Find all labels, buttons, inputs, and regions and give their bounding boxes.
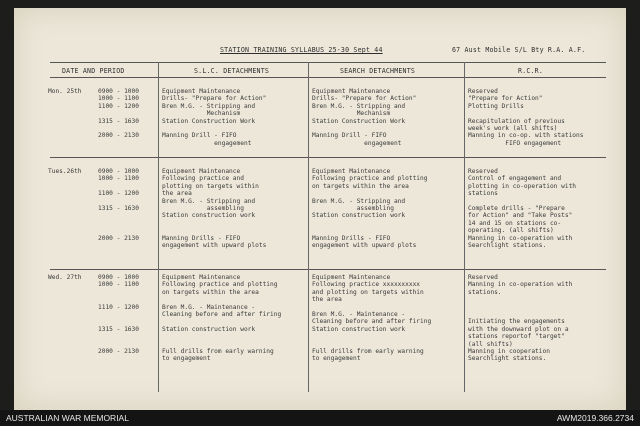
slc-activities: Equipment Maintenance Drills- "Prepare for Action" Bren M.G. - Stripping and Mechanism Station Construction Work Manning Drill - FIFO engagement — [162, 88, 267, 147]
search-activities: Equipment Maintenance Following practice xxxxxxxxxx and plotting on targets within the area Bren M.G. - Maintenance - Cleaning before and after firing Station construction work Full drills from early warning to engagement — [312, 274, 432, 363]
column-divider — [308, 62, 309, 392]
column-header: S.L.C. DETACHMENTS — [194, 67, 270, 75]
rcr-activities: Reserved Control of engagement and plotting in co-operation with stations Complete drills - "Prepare for Action" and "Take Posts" 14 and 15 on stations co- operating. (all shifts) Manning in co-operation with Searchlight stations. — [468, 168, 577, 250]
column-header: R.C.R. — [518, 67, 544, 75]
footer-source: AUSTRALIAN WAR MEMORIAL — [6, 413, 129, 423]
day-date: Wed. 27th — [48, 274, 82, 281]
page-title: STATION TRAINING SYLLABUS 25-30 Sept 44 — [220, 46, 383, 54]
search-activities: Equipment Maintenance Drills- "Prepare for Action" Bren M.G. - Stripping and Mechanism Station Construction Work Manning Drill - FIFO engagement — [312, 88, 417, 147]
document-page — [14, 8, 626, 410]
footer-accession: AWM2019.366.2734 — [556, 413, 634, 423]
column-divider — [464, 62, 465, 392]
column-header: SEARCH DETACHMENTS — [340, 67, 416, 75]
day-times: 0900 - 1000 1000 - 1100 1100 - 1200 1315 - 1630 2000 - 2130 — [98, 88, 139, 140]
search-activities: Equipment Maintenance Following practice and plotting on targets within the area Bren M.G. - Stripping and assembling Station construction work Manning Drills - FIFO engagement with upward plots — [312, 168, 428, 250]
table-top-rule — [50, 62, 606, 63]
column-header: DATE AND PERIOD — [62, 67, 125, 75]
rcr-activities: Reserved Manning in co-operation with stations. Initiating the engagements with the downward plot on a stations reportof "target" (all shifts) Manning in cooperation Searchlight stations. — [468, 274, 573, 363]
day-date: Mon. 25th — [48, 88, 82, 95]
slc-activities: Equipment Maintenance Following practice and plotting on targets within the area Bren M.G. - Stripping and assembling Station construction work Manning Drills - FIFO engagement with upward plots — [162, 168, 267, 250]
rcr-activities: Reserved "Prepare for Action" Plotting Drills Recapitulation of previous week's work (all shifts) Manning in co-op. with stations FIFO engagement — [468, 88, 584, 147]
column-divider — [158, 62, 159, 392]
slc-activities: Equipment Maintenance Following practice and plotting on targets within the area Bren M.G. - Maintenance - Cleaning before and after firing Station construction work Full drills from early warning to engagement — [162, 274, 282, 363]
unit-label: 67 Aust Mobile S/L Bty R.A. A.F. — [452, 46, 586, 54]
header-bottom-rule — [50, 77, 606, 78]
day-date: Tues.26th — [48, 168, 82, 175]
row-divider — [50, 157, 606, 158]
footer-bar — [0, 410, 640, 426]
day-times: 0900 - 1000 1000 - 1100 1100 - 1200 1315 - 1630 2000 - 2130 — [98, 168, 139, 242]
row-divider — [50, 269, 606, 270]
day-times: 0900 - 1000 1000 - 1100 1110 - 1200 1315 - 1630 2000 - 2130 — [98, 274, 139, 356]
